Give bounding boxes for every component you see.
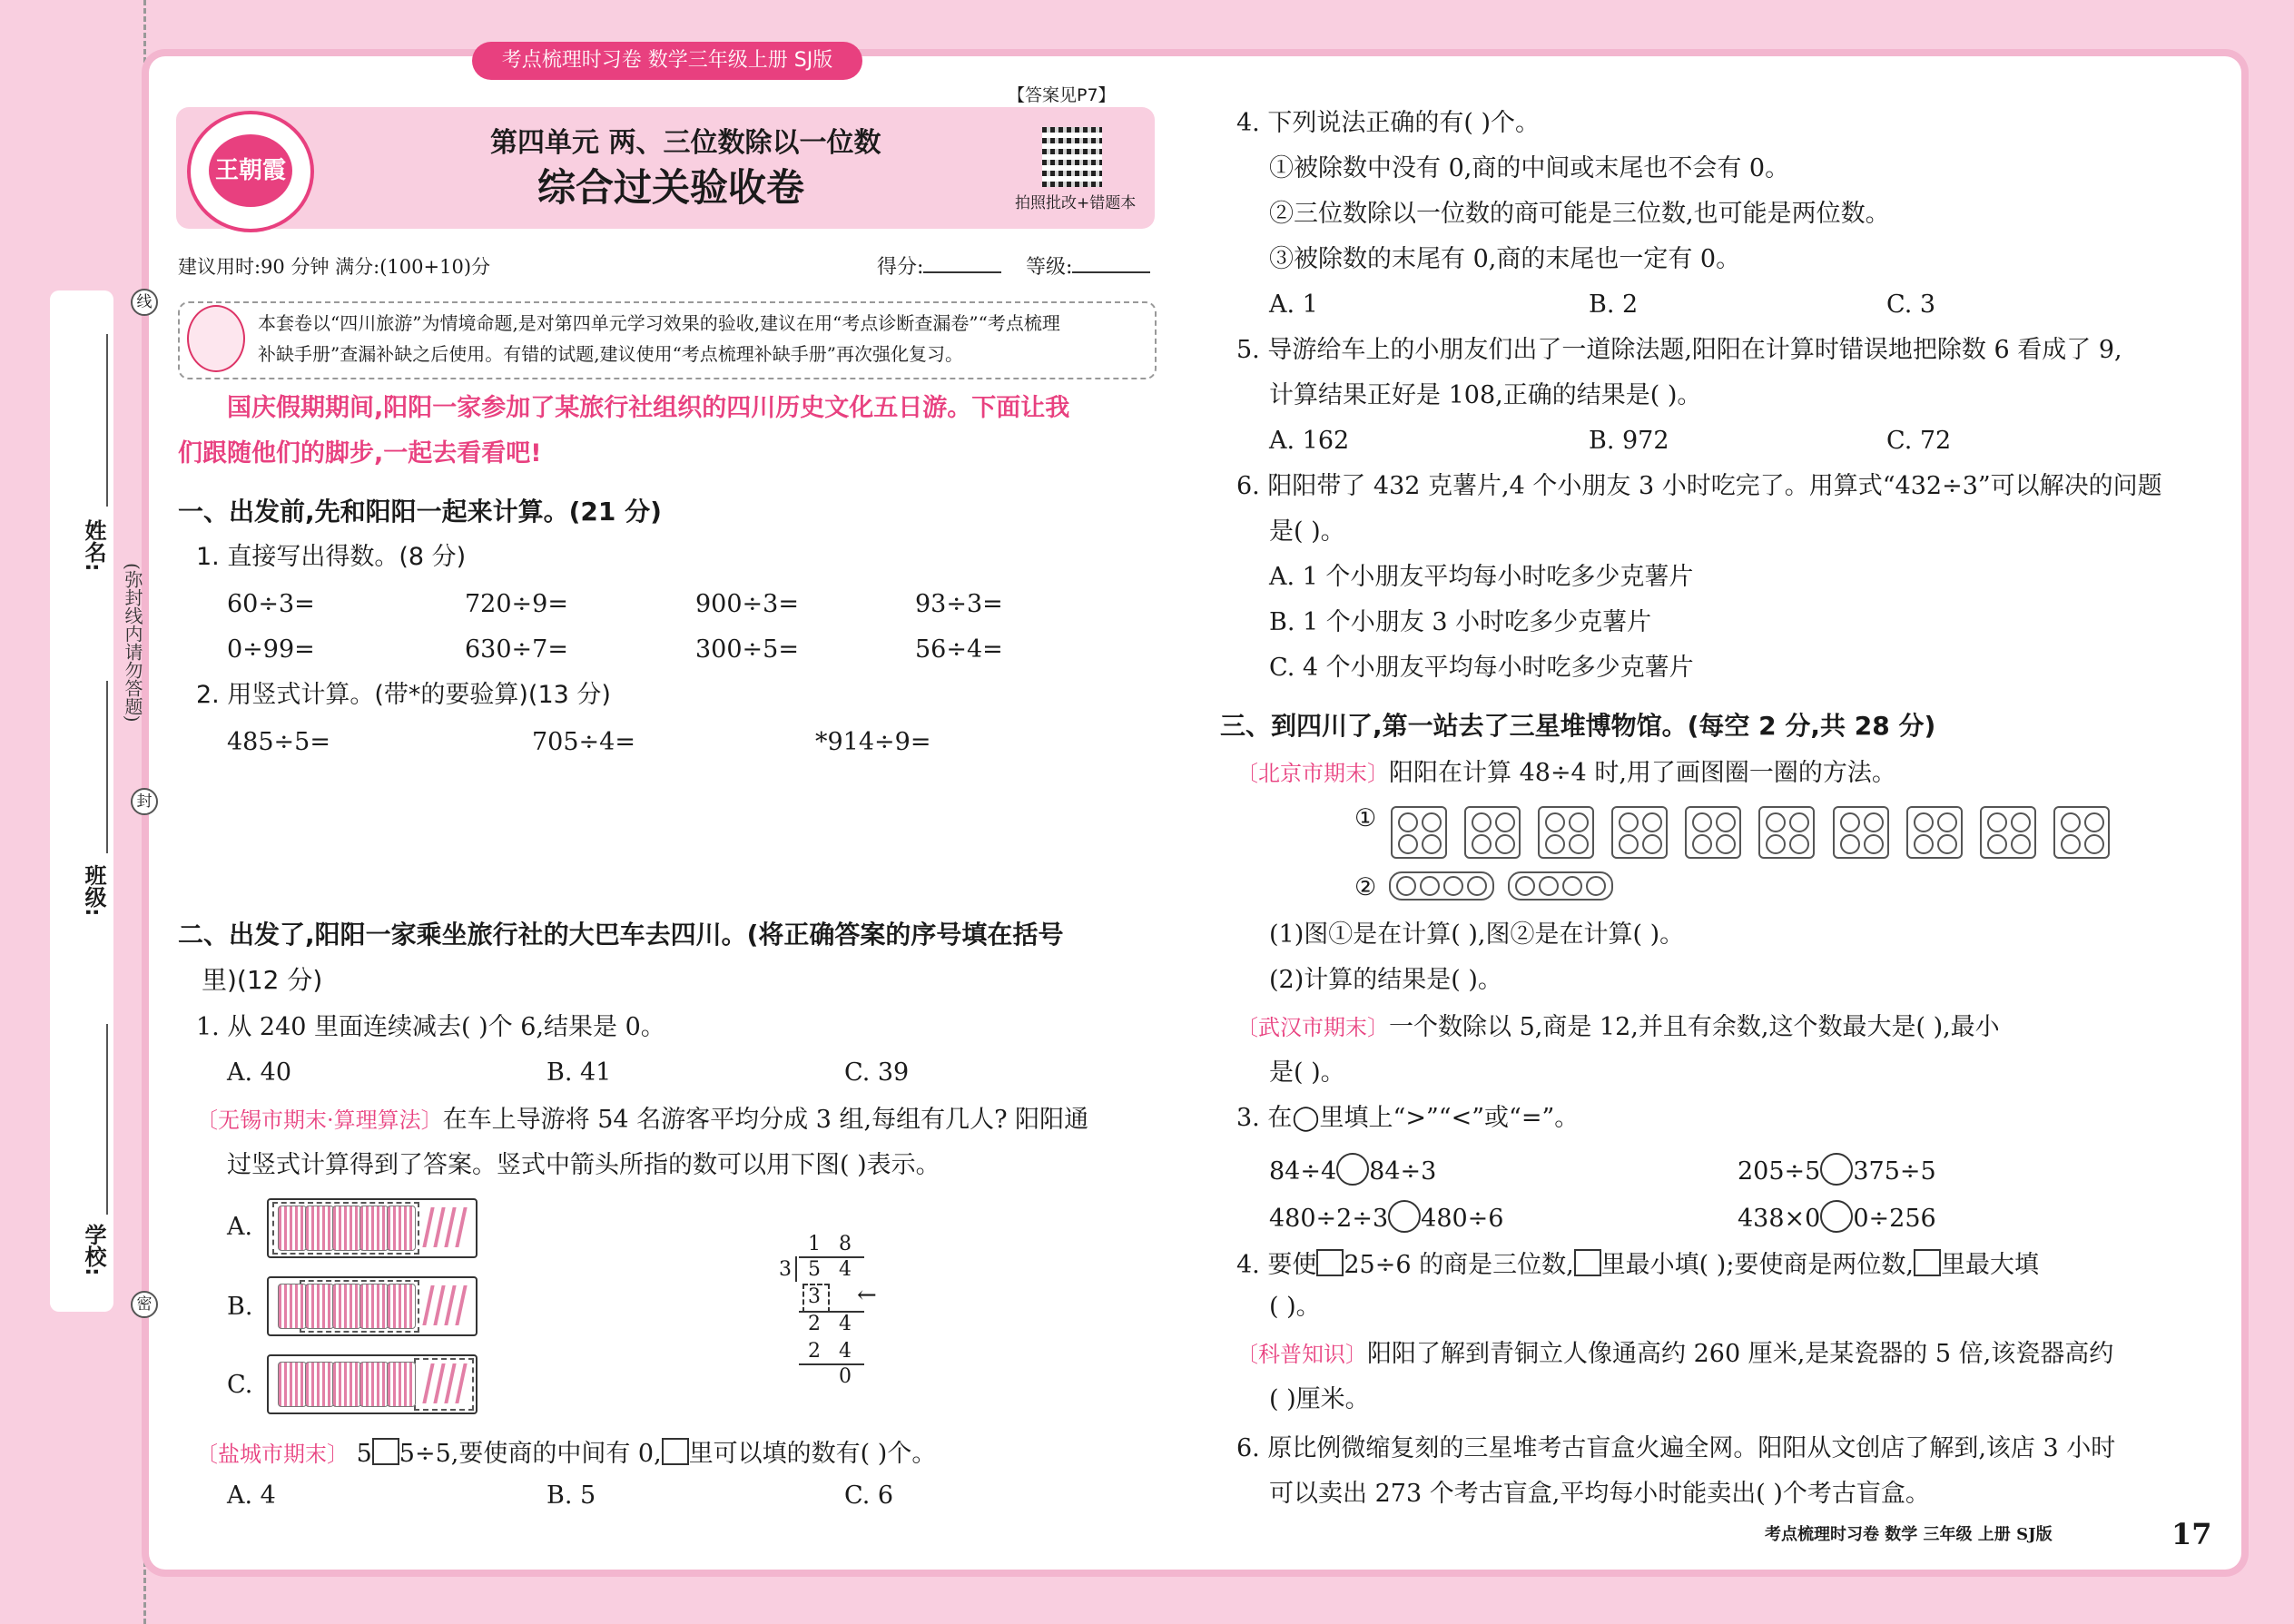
group-of-four [1906,806,1963,859]
cmp-2-left: 205÷5 [1738,1157,1821,1186]
cmp-1-right: 84÷3 [1369,1157,1437,1186]
figure-2-groups [1389,871,1613,901]
name-line [106,334,108,507]
dividend-1: 5 [808,1258,821,1281]
final-remainder: 0 [839,1365,852,1388]
calc-1: 60÷3= [227,590,315,618]
stick [455,1285,467,1325]
fill-box[interactable] [1914,1249,1941,1276]
fill-box[interactable] [1316,1249,1344,1276]
compare-circle[interactable] [1388,1200,1421,1233]
ten-bundle [278,1284,307,1329]
ten-bundle [305,1362,334,1407]
option-c-figure[interactable] [267,1354,478,1414]
s2-q2-tag: 〔无锡市期末·算理算法〕 [196,1107,443,1133]
s3-q1-part-2: (2)计算的结果是( )。 [1269,966,1502,994]
figure-1-label: ① [1354,804,1377,832]
s3-q6-line-2: 可以卖出 273 个考古盲盒,平均每小时能卖出( )个考古盲盒。 [1269,1480,1930,1508]
score-field[interactable] [923,271,1001,273]
r-q6-line-2: 是( )。 [1269,517,1345,546]
s2-q1-b[interactable]: B. 41 [546,1058,612,1087]
ten-bundle [359,1362,389,1407]
compare-circle[interactable] [1336,1153,1369,1186]
s3-q4-d: 里最大填 [1941,1251,2040,1279]
stick [444,1207,456,1247]
s3-q1-tag: 〔北京市期末〕 [1236,761,1389,786]
s2-q2-line-1: 在车上导游将 54 名游客平均分成 3 组,每组有几人? 阳阳通 [442,1106,1089,1134]
series-tab: 考点梳理时习卷 数学三年级上册 SJ版 [472,42,862,80]
s2-q3-c-opt[interactable]: C. 6 [844,1481,894,1510]
intro-line-1: 国庆假期期间,阳阳一家参加了某旅行社组织的四川历史文化五日游。下面让我 [227,394,1070,422]
unit-title: 第四单元 两、三位数除以一位数 [490,127,881,159]
grade-text: 等级: [1026,256,1073,279]
ten-bundle [387,1284,416,1329]
option-c-label[interactable]: C. [227,1371,253,1399]
option-b-figure[interactable] [267,1276,478,1336]
s3-q4-a: 4. 要使 [1236,1251,1317,1279]
s2-q3-b: 5÷5,要使商的中间有 0, [399,1440,662,1468]
r-q4-s1: ①被除数中没有 0,商的中间或末尾也不会有 0。 [1269,154,1790,182]
r-q4-s2: ②三位数除以一位数的商可能是三位数,也可能是两位数。 [1269,200,1890,228]
ten-bundle [305,1206,334,1251]
girl-mascot-icon [187,305,245,372]
r-q5-line-1: 5. 导游给车上的小朋友们出了一道除法题,阳阳在计算时错误地把除数 6 看成了 9, [1236,336,2122,364]
s3-q4-b: 25÷6 的商是三位数, [1344,1251,1574,1279]
group-of-four [2053,806,2110,859]
s1-q2: 2. 用竖式计算。(带*的要验算)(13 分) [196,681,611,709]
quotient-2: 8 [839,1233,852,1255]
brand-logo [187,111,314,232]
footer-text: 考点梳理时习卷 数学 三年级 上册 SJ版 [1765,1525,2053,1544]
group-of-four [1611,806,1668,859]
page-number: 17 [2171,1517,2212,1551]
fill-box[interactable] [662,1438,689,1465]
stick [444,1285,456,1325]
s2-q1: 1. 从 240 里面连续减去( )个 6,结果是 0。 [196,1013,665,1041]
s2-q3-a: 5 [356,1440,372,1468]
option-b-label[interactable]: B. [227,1293,253,1321]
figure-1-dice [1391,806,2122,862]
intro-line-2: 们跟随他们的脚步,一起去看看吧! [178,439,542,468]
r-q5-a[interactable]: A. 162 [1269,427,1350,455]
ten-bundle [387,1362,416,1407]
stick [433,1285,445,1325]
vertical-3: *914÷9= [815,728,931,756]
r-q4-c[interactable]: C. 3 [1886,290,1936,319]
sub-1: 3 [808,1285,821,1308]
arrow-icon: ← [857,1282,877,1309]
school-label: 学校: [81,1224,106,1276]
answer-reference: 【答案见P7】 [1008,85,1116,105]
qr-caption: 拍照批改+错题本 [1015,194,1137,212]
grade-label [1026,258,1150,278]
s3-q4-e: ( )。 [1269,1293,1321,1321]
r-q4-s3: ③被除数的末尾有 0,商的末尾也一定有 0。 [1269,245,1741,273]
stick [433,1207,445,1247]
group-of-four [1391,806,1447,859]
stick [422,1207,434,1247]
s3-q2-tag: 〔武汉市期末〕 [1236,1015,1389,1040]
r-q4-b[interactable]: B. 2 [1589,290,1639,319]
ten-bundle [387,1206,416,1251]
class-label: 班级: [81,864,106,917]
calc-4: 93÷3= [915,590,1003,618]
cmp-4-right: 0÷256 [1853,1205,1936,1233]
group-of-four [1833,806,1889,859]
grade-field[interactable] [1072,271,1150,273]
division-bracket [795,1256,797,1282]
r-q5-b[interactable]: B. 972 [1589,427,1669,455]
s3-q3: 3. 在◯里填上“>”“<”或“=”。 [1236,1104,1580,1132]
s3-q6-line-1: 6. 原比例微缩复刻的三星堆考古盲盒火遍全网。阳阳从文创店了解到,该店 3 小时 [1236,1434,2116,1462]
s3-q5-line-2: ( )厘米。 [1269,1385,1370,1413]
cmp-4-left: 438×0 [1738,1205,1821,1233]
r-q6-b[interactable]: B. 1 个小朋友 3 小时吃多少克薯片 [1269,608,1652,636]
binding-panel [50,290,113,1312]
score-text: 得分: [877,256,924,279]
s3-q1-part-1: (1)图①是在计算( ),图②是在计算( )。 [1269,920,1685,949]
r-q5-line-2: 计算结果正好是 108,正确的结果是( )。 [1269,381,1702,409]
compare-circle[interactable] [1820,1153,1853,1186]
logo-text: 王朝霞 [209,134,292,207]
seal-note: (弥封线内请勿答题) [122,563,143,723]
ten-bundle [278,1362,307,1407]
ten-bundle [332,1362,361,1407]
calc-7: 300÷5= [695,635,799,664]
stick [455,1207,467,1247]
compare-circle[interactable] [1820,1200,1853,1233]
section-1-title: 一、出发前,先和阳阳一起来计算。(21 分) [178,497,662,527]
vertical-2: 705÷4= [532,728,635,756]
option-a-figure[interactable] [267,1198,478,1258]
note-line-1: 本套卷以“四川旅游”为情境命题,是对第四单元学习效果的验收,建议在用“考点诊断查漏卷”“考点梳理 [258,312,1060,334]
calc-5: 0÷99= [227,635,315,664]
rem-1: 2 [808,1313,821,1335]
r-q5-c[interactable]: C. 72 [1886,427,1952,455]
group-of-four [1980,806,2036,859]
s2-q3-c: 里可以填的数有( )个。 [688,1440,937,1468]
r-q4-a[interactable]: A. 1 [1269,290,1318,319]
exam-title: 综合过关验收卷 [537,165,805,210]
r-q6-line-1: 6. 阳阳带了 432 克薯片,4 个小朋友 3 小时吃完了。用算式“432÷3”可以解决的问题 [1236,472,2162,500]
r-q6-a[interactable]: A. 1 个小朋友平均每小时吃多少克薯片 [1269,563,1694,591]
sub-2b: 4 [839,1340,852,1363]
group-of-four [1758,806,1815,859]
section-3-title: 三、到四川了,第一站去了三星堆博物馆。(每空 2 分,共 28 分) [1220,711,1936,741]
group-of-four [1464,806,1521,859]
quotient-1: 1 [808,1233,821,1255]
ten-bundle [359,1284,389,1329]
ten-bundle [332,1284,361,1329]
vertical-1: 485÷5= [227,728,330,756]
stick [422,1285,434,1325]
exam-meta: 建议用时:90 分钟 满分:(100+10)分 [178,256,491,278]
rem-2: 4 [839,1313,852,1335]
school-line [106,1024,108,1215]
group-of-four [1508,871,1613,901]
section-2-title-cont: 里)(12 分) [202,965,323,995]
r-q6-c[interactable]: C. 4 个小朋友平均每小时吃多少克薯片 [1269,654,1694,682]
calc-3: 900÷3= [695,590,799,618]
qr-pattern [1042,127,1102,187]
cmp-1-left: 84÷4 [1269,1157,1337,1186]
s2-q2-line-2: 过竖式计算得到了答案。竖式中箭头所指的数可以用下图( )表示。 [227,1151,940,1179]
s3-q4-c: 里最小填( );要使商是两位数, [1600,1251,1915,1279]
seal-mark-line: 线 [131,289,158,316]
seal-mark-seal: 封 [131,788,158,815]
section-2-title: 二、出发了,阳阳一家乘坐旅行社的大巴车去四川。(将正确答案的序号填在括号 [178,920,1064,950]
s3-q2-line-2: 是( )。 [1269,1058,1345,1087]
r-q4: 4. 下列说法正确的有( )个。 [1236,109,1540,137]
s2-q3-a-opt[interactable]: A. 4 [227,1481,276,1510]
division-line [799,1363,864,1365]
group-of-four [1685,806,1741,859]
calc-2: 720÷9= [465,590,568,618]
ten-bundle [332,1206,361,1251]
s2-q3-b-opt[interactable]: B. 5 [546,1481,596,1510]
name-label: 姓名: [81,519,106,572]
figure-2-label: ② [1354,873,1377,901]
divisor: 3 [779,1258,792,1281]
class-line [106,681,108,853]
note-line-2: 补缺手册”查漏补缺之后使用。有错的试题,建议使用“考点梳理补缺手册”再次强化复习。 [258,343,964,365]
score-label [877,258,1001,278]
ten-bundle [305,1284,334,1329]
ten-bundle [278,1206,307,1251]
option-a-label[interactable]: A. [227,1213,253,1241]
group-of-four [1538,806,1594,859]
s1-q1: 1. 直接写出得数。(8 分) [196,543,467,571]
group-of-four [1389,871,1494,901]
calc-6: 630÷7= [465,635,568,664]
cmp-3-right: 480÷6 [1421,1205,1504,1233]
fill-box[interactable] [1574,1249,1601,1276]
fill-box[interactable] [372,1438,399,1465]
s3-q1-text: 阳阳在计算 48÷4 时,用了画图圈一圈的方法。 [1389,759,1896,787]
cmp-3-left: 480÷2÷3 [1269,1205,1389,1233]
sub-2a: 2 [808,1340,821,1363]
dividend-2: 4 [839,1258,852,1281]
calc-8: 56÷4= [915,635,1003,664]
ten-bundle [359,1206,389,1251]
s3-q2-line-1: 一个数除以 5,商是 12,并且有余数,这个数最大是( ),最小 [1389,1013,2000,1041]
cmp-2-right: 375÷5 [1853,1157,1936,1186]
s3-q5-line-1: 阳阳了解到青铜立人像通高约 260 厘米,是某瓷器的 5 倍,该瓷器高约 [1367,1340,2114,1368]
s2-q3-tag: 〔盐城市期末〕 [196,1442,349,1467]
s2-q1-a[interactable]: A. 40 [227,1058,292,1087]
s3-q5-tag: 〔科普知识〕 [1236,1342,1367,1367]
s2-q1-c[interactable]: C. 39 [844,1058,910,1087]
seal-mark-secret: 密 [131,1291,158,1318]
